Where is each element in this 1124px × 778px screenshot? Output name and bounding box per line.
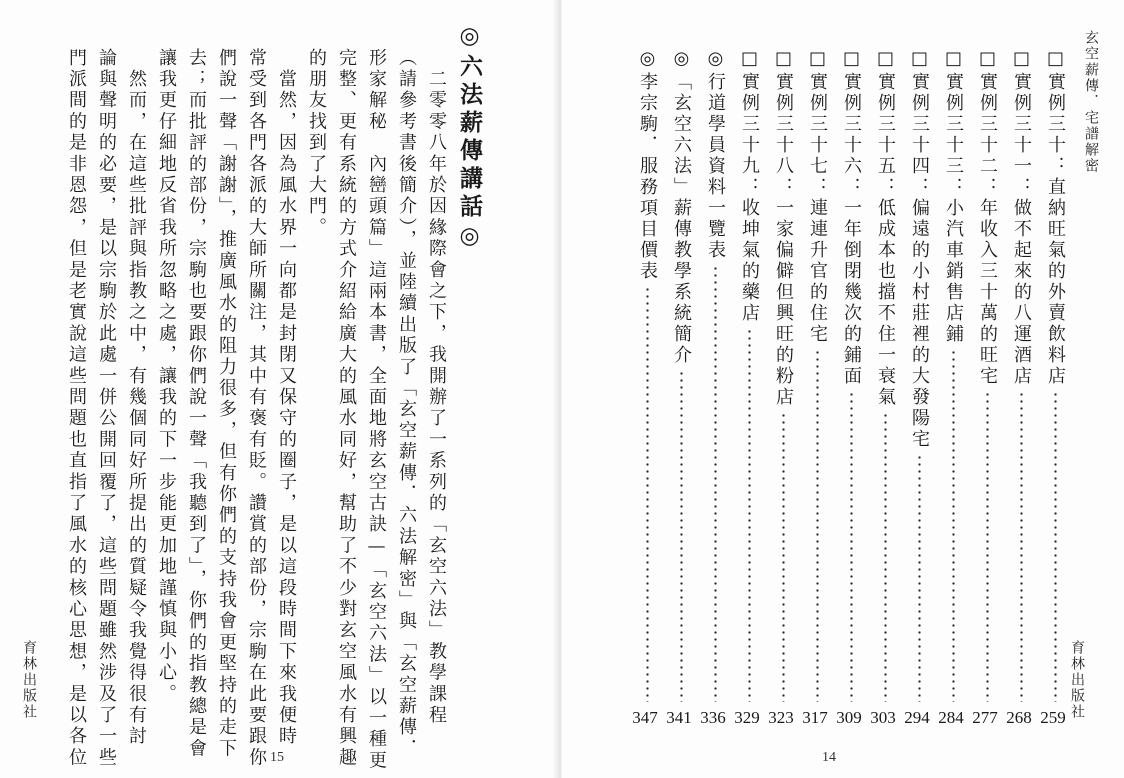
toc-entry[interactable]: [838, 48, 864, 728]
running-head: 玄空薪傳．宅譜解密: [1083, 30, 1099, 174]
toc-leader-dots: [1020, 391, 1023, 702]
paragraph-line: 們說一聲「謝謝」，推廣風水的阻力很多，但有你們的支持我會更堅持的走下: [216, 48, 237, 760]
toc-entry-title: □實例三十七：連連升官的住宅: [807, 48, 828, 345]
toc-page-number: 294: [904, 708, 930, 727]
toc-entry[interactable]: [906, 48, 932, 728]
toc-page-number: 277: [972, 708, 998, 727]
toc-entry[interactable]: [872, 48, 898, 728]
toc-page-number: 341: [666, 708, 692, 727]
toc-entry-title: □實例三十二：年收入三十萬的旺宅: [977, 48, 998, 387]
toc-leader-dots: [714, 265, 717, 702]
toc-entry[interactable]: [702, 48, 728, 728]
paragraph-line: 形家解秘 內巒頭篇」這兩本書，全面地將玄空古訣—「玄空六法」以一種更: [366, 48, 387, 772]
toc-page-number: 259: [1040, 708, 1066, 727]
publisher-name: 育林出版社: [1069, 640, 1085, 720]
toc-leader-dots: [816, 349, 819, 702]
toc-entry[interactable]: [770, 48, 796, 728]
toc-page-number: 329: [734, 708, 760, 727]
toc-entry-title: □實例三十五：低成本也擋不住一衰氣: [875, 48, 896, 408]
toc-page-number: 303: [870, 708, 896, 727]
toc-page-number: 336: [700, 708, 726, 727]
toc-page-number: 317: [802, 708, 828, 727]
toc-entry-title: ◎李宗駒．服務項目價表: [637, 48, 658, 282]
page-number: 14: [822, 750, 836, 765]
toc-entry[interactable]: [974, 48, 1000, 728]
toc-entry-title: □實例三十九：收坤氣的藥店: [739, 48, 760, 324]
toc-leader-dots: [952, 349, 955, 702]
toc-page-number: 268: [1006, 708, 1032, 727]
toc-entry-title: □實例三十六：一年倒閉幾次的鋪面: [841, 48, 862, 387]
paragraph-line: 門派間的是非恩怨，但是老實說這些問題也直指了風水的核心思想，是以各位: [66, 48, 87, 769]
toc-entry[interactable]: [804, 48, 830, 728]
paragraph-line: 完整、更有系統的方式介紹給廣大的風水同好，幫助了不少對玄空風水有興趣: [336, 48, 357, 769]
paragraph-line: 然而，在這些批評與指教之中，有幾個同好所提出的質疑令我覺得很有討: [126, 48, 147, 748]
toc-leader-dots: [884, 412, 887, 702]
paragraph-line: （請參考書後簡介），並陸續出版了「玄空薪傳．六法解密」與「玄空薪傳．: [396, 48, 417, 760]
toc-entry-title: □實例三十三：小汽車銷售店鋪: [943, 48, 964, 345]
toc-leader-dots: [646, 286, 649, 702]
paragraph-line: 常受到各門各派的大師所關注，其中有褒有貶。讚賞的部份，宗駒在此要跟你: [246, 48, 267, 769]
right-page: [562, 0, 1124, 778]
left-page: [0, 0, 560, 778]
toc-page-number: 323: [768, 708, 794, 727]
toc-entry-title: ◎「玄空六法」薪傳教學系統簡介: [671, 48, 692, 366]
toc-entry[interactable]: [940, 48, 966, 728]
toc-entry[interactable]: [634, 48, 660, 728]
toc-page-number: 284: [938, 708, 964, 727]
toc-leader-dots: [850, 391, 853, 702]
toc-entry[interactable]: [1008, 48, 1034, 728]
paragraph-line: 的朋友找到了大門。: [306, 48, 327, 239]
publisher-name: 育林出版社: [21, 640, 37, 720]
paragraph-line: 去；而批評的部份，宗駒也要跟你們說一聲「我聽到了」，你們的指教總是會: [186, 48, 207, 760]
paragraph-line: 當然，因為風水界一向都是封閉又保守的圈子，是以這段時間下來我便時: [276, 48, 297, 748]
toc-entry[interactable]: [1042, 48, 1068, 728]
toc-entry[interactable]: [736, 48, 762, 728]
toc-leader-dots: [782, 412, 785, 702]
toc-entry-title: □實例三十八：一家偏僻但興旺的粉店: [773, 48, 794, 408]
paragraph-line: 論與聲明的必要，是以宗駒於此處一併公開回覆了，這些問題雖然涉及了一些: [96, 48, 117, 769]
toc-entry[interactable]: [668, 48, 694, 728]
page-number: 15: [270, 750, 284, 765]
toc-leader-dots: [680, 370, 683, 702]
toc-entry-title: □實例三十四：偏遠的小村莊裡的大發陽宅: [909, 48, 930, 450]
toc-entry-title: □實例三十一：做不起來的八運酒店: [1011, 48, 1032, 387]
toc-leader-dots: [986, 391, 989, 702]
toc-leader-dots: [1054, 391, 1057, 702]
toc-entry-title: □實例三十：直納旺氣的外賣飲料店: [1045, 48, 1066, 387]
toc-page-number: 309: [836, 708, 862, 727]
section-heading: ◎六法薪傳講話◎: [456, 22, 483, 254]
paragraph-line: 二零零八年於因緣際會之下，我開辦了一系列的「玄空六法」教學課程: [426, 48, 447, 727]
paragraph-line: 讓我更仔細地反省我所忽略之處，讓我的下一步能更加地謹慎與小心。: [156, 48, 177, 706]
toc-page-number: 347: [632, 708, 658, 727]
toc-entry-title: ◎行道學員資料一覽表: [705, 48, 726, 261]
toc-leader-dots: [918, 454, 921, 702]
toc-leader-dots: [748, 328, 751, 702]
